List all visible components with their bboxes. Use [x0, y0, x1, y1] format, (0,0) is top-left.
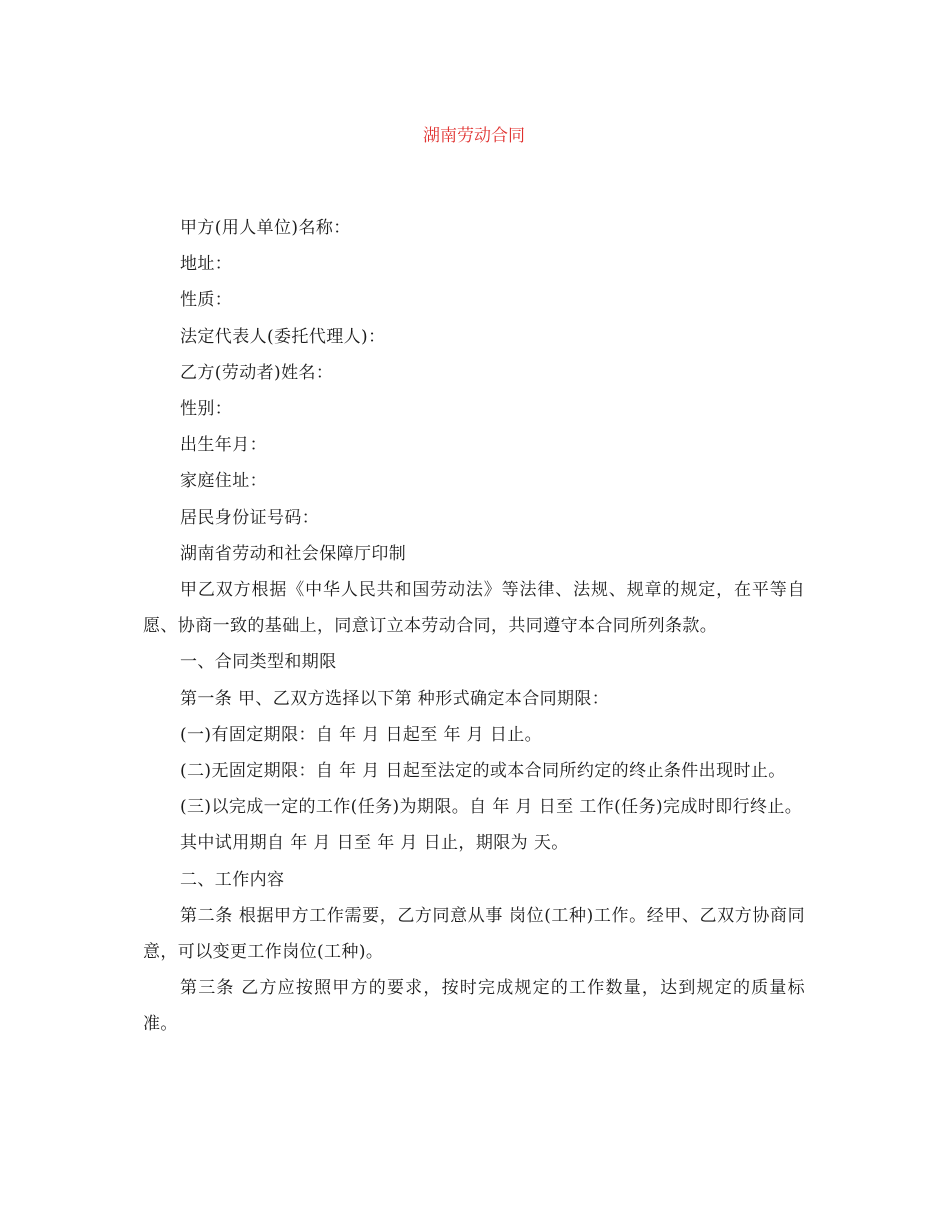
section-heading-work-content: 二、工作内容 — [180, 869, 285, 890]
field-gender: 性别： — [180, 399, 233, 420]
document-title: 湖南劳动合同 — [423, 126, 525, 146]
document-body — [143, 210, 805, 1043]
article-2: 第二条 根据甲方工作需要，乙方同意从事 岗位(工种)工作。经甲、乙双方协商同意，可以变更工作岗位(工种)。 — [143, 905, 805, 963]
field-birth-date: 出生年月： — [180, 435, 267, 456]
field-address: 地址： — [180, 254, 233, 275]
issuer-line: 湖南省劳动和社会保障厅印制 — [180, 543, 407, 564]
field-employee-name: 乙方(劳动者)姓名： — [180, 362, 334, 383]
document-page — [143, 124, 805, 1043]
section-heading-contract-type: 一、合同类型和期限 — [180, 652, 337, 673]
field-nature: 性质： — [180, 290, 233, 311]
field-id-number: 居民身份证号码： — [180, 507, 320, 528]
field-home-address: 家庭住址： — [180, 471, 267, 492]
article-1-option-3: (三)以完成一定的工作(任务)为期限。自 年 月 日至 工作(任务)完成时即行终止。 — [180, 797, 803, 818]
field-employer-name: 甲方(用人单位)名称： — [180, 218, 351, 238]
article-3: 第三条 乙方应按照甲方的要求，按时完成规定的工作数量，达到规定的质量标准。 — [143, 978, 805, 1035]
article-1-option-1: (一)有固定期限：自 年 月 日起至 年 月 日止。 — [180, 724, 543, 745]
article-1-option-2: (二)无固定期限：自 年 月 日起至法定的或本合同所约定的终止条件出现时止。 — [180, 761, 786, 782]
article-1: 第一条 甲、乙双方选择以下第 种形式确定本合同期限： — [180, 688, 610, 709]
field-legal-representative: 法定代表人(委托代理人)： — [180, 326, 386, 347]
probation-clause: 其中试用期自 年 月 日至 年 月 日止，期限为 天。 — [180, 833, 569, 854]
preamble-paragraph: 甲乙双方根据《中华人民共和国劳动法》等法律、法规、规章的规定，在平等自愿、协商一致的基础上，同意订立本劳动合同，共同遵守本合同所列条款。 — [143, 580, 805, 637]
